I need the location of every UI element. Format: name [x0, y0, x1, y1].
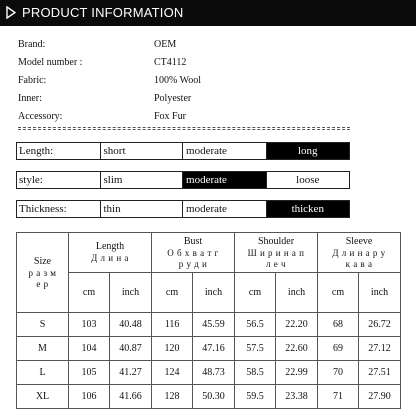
unit-header-cm: cm — [69, 273, 110, 313]
table-cell: 50.30 — [193, 385, 235, 409]
unit-header-inch: inch — [276, 273, 318, 313]
table-cell: 105 — [69, 361, 110, 385]
unit-header-cm: cm — [318, 273, 359, 313]
size-header-label: Size — [33, 255, 52, 267]
dashed-divider — [18, 129, 350, 130]
option-label: style: — [17, 172, 101, 188]
table-cell: 59.5 — [235, 385, 276, 409]
spec-row-inner — [18, 93, 358, 107]
size-label: S — [17, 313, 69, 337]
option-choice: moderate — [183, 143, 267, 159]
size-header-cell — [17, 233, 69, 313]
unit-header-inch: inch — [359, 273, 401, 313]
table-cell: 41.66 — [110, 385, 152, 409]
size-header-ru: р а з м — [28, 267, 57, 278]
option-choice: moderate — [183, 201, 267, 217]
size-header-ru: е р — [36, 278, 49, 289]
table-cell: 22.60 — [276, 337, 318, 361]
option-choice: short — [101, 143, 184, 159]
option-label: Length: — [17, 143, 101, 159]
table-cell: 27.51 — [359, 361, 401, 385]
table-cell: 56.5 — [235, 313, 276, 337]
section-header — [0, 0, 416, 26]
table-cell: 104 — [69, 337, 110, 361]
table-cell: 22.99 — [276, 361, 318, 385]
table-cell: 27.90 — [359, 385, 401, 409]
table-cell: 40.87 — [110, 337, 152, 361]
table-cell: 26.72 — [359, 313, 401, 337]
spec-value: Fox Fur — [154, 111, 186, 122]
spec-row-fabric — [18, 75, 358, 89]
shoulder-header: Shoulder Ш и р и н а п л е ч — [235, 233, 318, 273]
spec-value: OEM — [154, 39, 177, 50]
option-row-thickness — [16, 200, 350, 218]
unit-header-cm: cm — [152, 273, 193, 313]
option-choice: thin — [101, 201, 184, 217]
table-cell: 23.38 — [276, 385, 318, 409]
table-cell: 40.48 — [110, 313, 152, 337]
unit-header-inch: inch — [193, 273, 235, 313]
length-header: Length Д л и н а — [69, 233, 152, 273]
spec-row-model — [18, 57, 358, 71]
table-row — [17, 313, 401, 337]
spec-label: Inner: — [18, 93, 42, 104]
table-cell: 70 — [318, 361, 359, 385]
bust-header: Bust О б х в а т г р у д и — [152, 233, 235, 273]
size-label: L — [17, 361, 69, 385]
spec-label: Fabric: — [18, 75, 47, 86]
table-cell: 22.20 — [276, 313, 318, 337]
table-cell: 47.16 — [193, 337, 235, 361]
dashed-divider — [18, 127, 350, 128]
table-row — [17, 337, 401, 361]
size-chart-table — [16, 232, 401, 409]
option-choice-selected: moderate — [183, 172, 267, 188]
table-cell: 68 — [318, 313, 359, 337]
table-cell: 116 — [152, 313, 193, 337]
table-cell: 27.12 — [359, 337, 401, 361]
table-cell: 48.73 — [193, 361, 235, 385]
spec-row-accessory — [18, 111, 358, 125]
unit-header-inch: inch — [110, 273, 152, 313]
option-choice-selected: thicken — [267, 201, 349, 217]
spec-value: CT4112 — [154, 57, 187, 68]
table-cell: 120 — [152, 337, 193, 361]
spec-label: Accessory: — [18, 111, 63, 122]
spec-value: Polyester — [154, 93, 192, 104]
size-label: M — [17, 337, 69, 361]
option-choice: slim — [101, 172, 184, 188]
table-row — [17, 361, 401, 385]
table-cell: 41.27 — [110, 361, 152, 385]
spec-label: Brand: — [18, 39, 46, 50]
table-cell: 128 — [152, 385, 193, 409]
spec-row-brand — [18, 39, 358, 53]
size-label: XL — [17, 385, 69, 409]
table-cell: 106 — [69, 385, 110, 409]
sleeve-header: Sleeve Д л и н а р у к а в а — [318, 233, 401, 273]
table-row — [17, 385, 401, 409]
table-cell: 124 — [152, 361, 193, 385]
table-cell: 71 — [318, 385, 359, 409]
table-cell: 103 — [69, 313, 110, 337]
table-cell: 45.59 — [193, 313, 235, 337]
unit-header-cm: cm — [235, 273, 276, 313]
option-choice: loose — [296, 174, 320, 186]
option-choice-selected: long — [267, 143, 349, 159]
play-triangle-icon — [6, 6, 16, 19]
section-title: PRODUCT INFORMATION — [22, 5, 184, 20]
option-row-length — [16, 142, 350, 160]
table-cell: 69 — [318, 337, 359, 361]
option-label: Thickness: — [17, 201, 101, 217]
table-cell: 57.5 — [235, 337, 276, 361]
table-cell: 58.5 — [235, 361, 276, 385]
option-row-style — [16, 171, 350, 189]
spec-value: 100% Wool — [154, 75, 202, 86]
spec-label: Model number : — [18, 57, 83, 68]
